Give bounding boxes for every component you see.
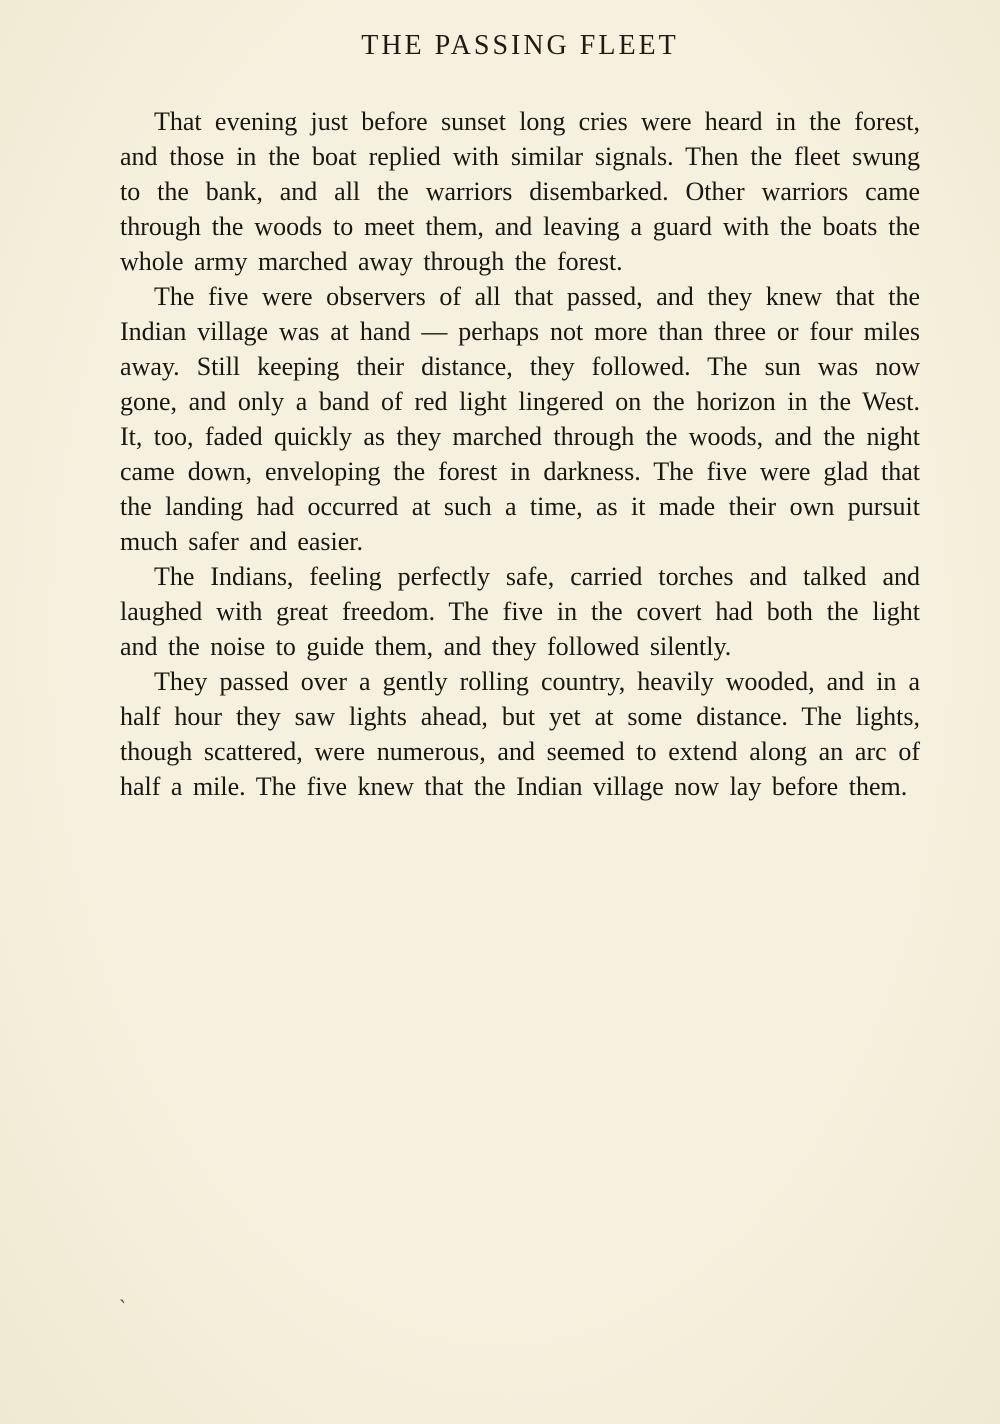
paragraph: The Indians, feeling perfectly safe, carried torches and talked and laughed with great freedom. The five in the covert had both the light and the noise to guide them, and they followed silently. <box>120 562 920 661</box>
page-title: THE PASSING FLEET <box>361 30 679 61</box>
paragraph: The five were observers of all that passed, and they knew that the Indian village was at hand — perhaps not more than three or four miles away. Still keeping their distance, they followed. The sun was now gone, and only a band of red light lingered on the horizon in the West. It, too, faded quickly as they marched through the woods, and the night came down, enveloping the forest in darkness. The five were glad that the landing had occurred at such a time, as it made their own pursuit much safer and easier. <box>120 282 920 556</box>
paragraph: That evening just before sunset long cries were heard in the forest, and those in the boat replied with similar signals. Then the fleet swung to the bank, and all the warriors disembarked. Other warriors came through the woods to meet them, and leaving a guard with the boats the whole army marched away through the forest. <box>120 107 920 276</box>
paragraph: They passed over a gently rolling country, heavily wooded, and in a half hour they saw lights ahead, but yet at some distance. The lights, though scattered, were numerous, and seemed to extend along an arc of half a mile. The five knew that the Indian village now lay before them. <box>120 667 920 801</box>
print-artifact-mark: ` <box>116 1294 128 1321</box>
page-content <box>120 30 920 804</box>
page-body <box>120 104 920 804</box>
